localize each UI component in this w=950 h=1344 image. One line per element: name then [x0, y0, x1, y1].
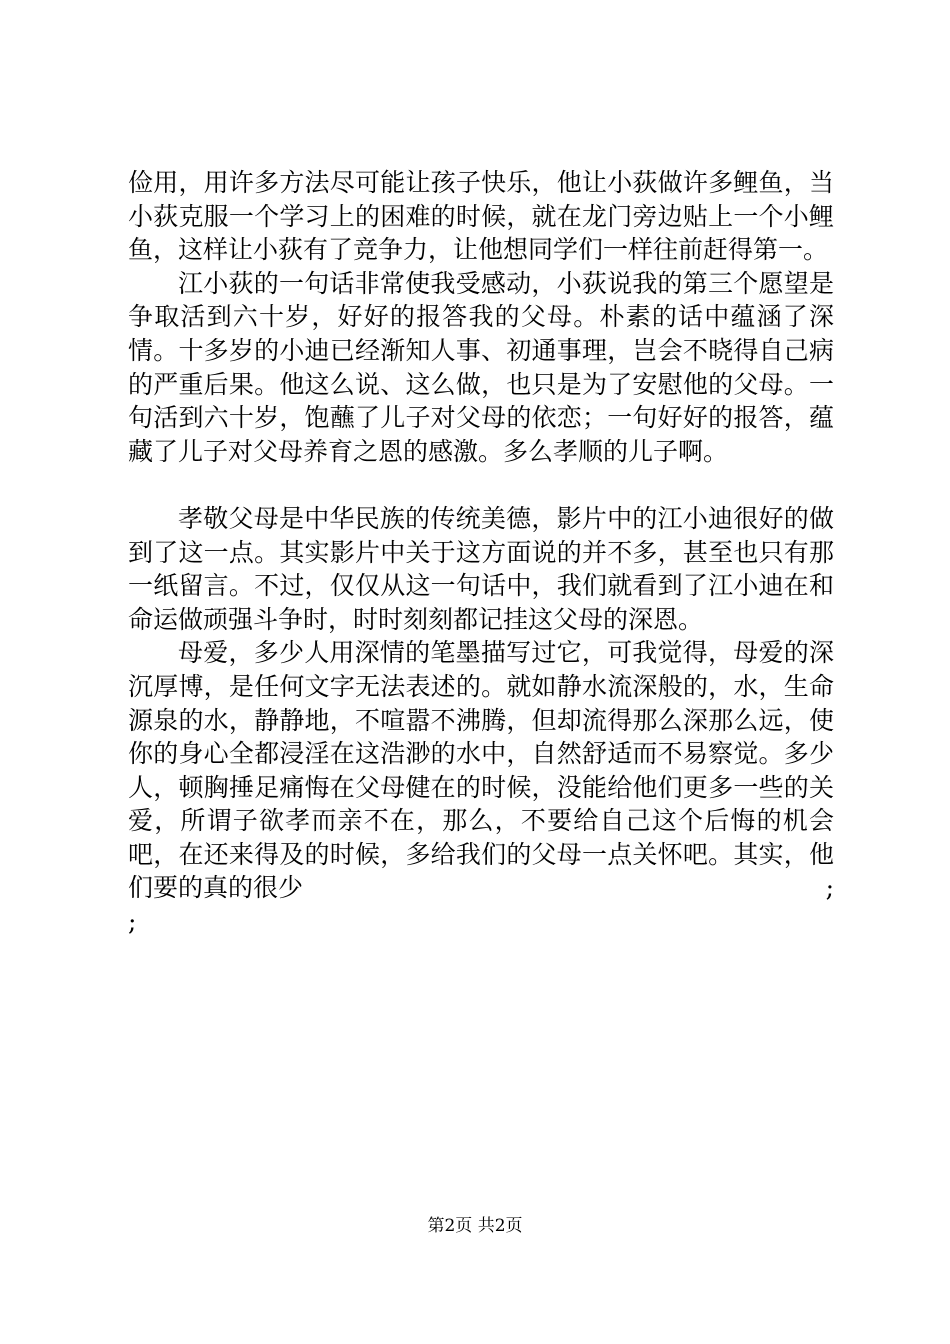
page-footer: 第2页 共2页 [427, 1216, 523, 1236]
paragraph-3: 孝敬父母是中华民族的传统美德，影片中的江小迪很好的做到了这一点。其实影片中关于这方面说的并不多，甚至也只有那一纸留言。不过，仅仅从这一句话中，我们就看到了江小迪在和命运做顽强斗争时，时时刻刻都记挂这父母的深恩。 [128, 503, 834, 634]
trailing-semicolon-1: ; [825, 873, 834, 903]
trailing-semicolon-2: ; [128, 907, 137, 937]
paragraph-1: 俭用，用许多方法尽可能让孩子快乐，他让小荻做许多鲤鱼，当小荻克服一个学习上的困难的时候，就在龙门旁边贴上一个小鲤鱼，这样让小荻有了竞争力，让他想同学们一样往前赶得第一。 [128, 168, 834, 265]
paragraph-4 [128, 636, 834, 905]
trailing-semicolon-line [128, 905, 834, 939]
paragraph-4-text: 母爱，多少人用深情的笔墨描写过它，可我觉得，母爱的深沉厚博，是任何文字无法表述的。就如静水流深般的，水，生命源泉的水，静静地，不喧嚣不沸腾，但却流得那么深那么远，使你的身心全都浸淫在这浩渺的水中，自然舒适而不易察觉。多少人，顿胸捶足痛悔在父母健在的时候，没能给他们更多一些的关爱，所谓子欲孝而亲不在，那么，不要给自己这个后悔的机会吧，在还来得及的时候，多给我们的父母一点关怀吧。其实，他们要的真的很少 [128, 638, 834, 903]
document-body [128, 166, 834, 939]
paragraph-2: 江小荻的一句话非常使我受感动，小荻说我的第三个愿望是争取活到六十岁，好好的报答我的父母。朴素的话中蕴涵了深情。十多岁的小迪已经渐知人事、初通事理，岂会不晓得自己病的严重后果。他这么说、这么做，也只是为了安慰他的父母。一句活到六十岁，饱蘸了儿子对父母的依恋；一句好好的报答，蕴藏了儿子对父母养育之恩的感激。多么孝顺的儿子啊。 [128, 268, 834, 466]
